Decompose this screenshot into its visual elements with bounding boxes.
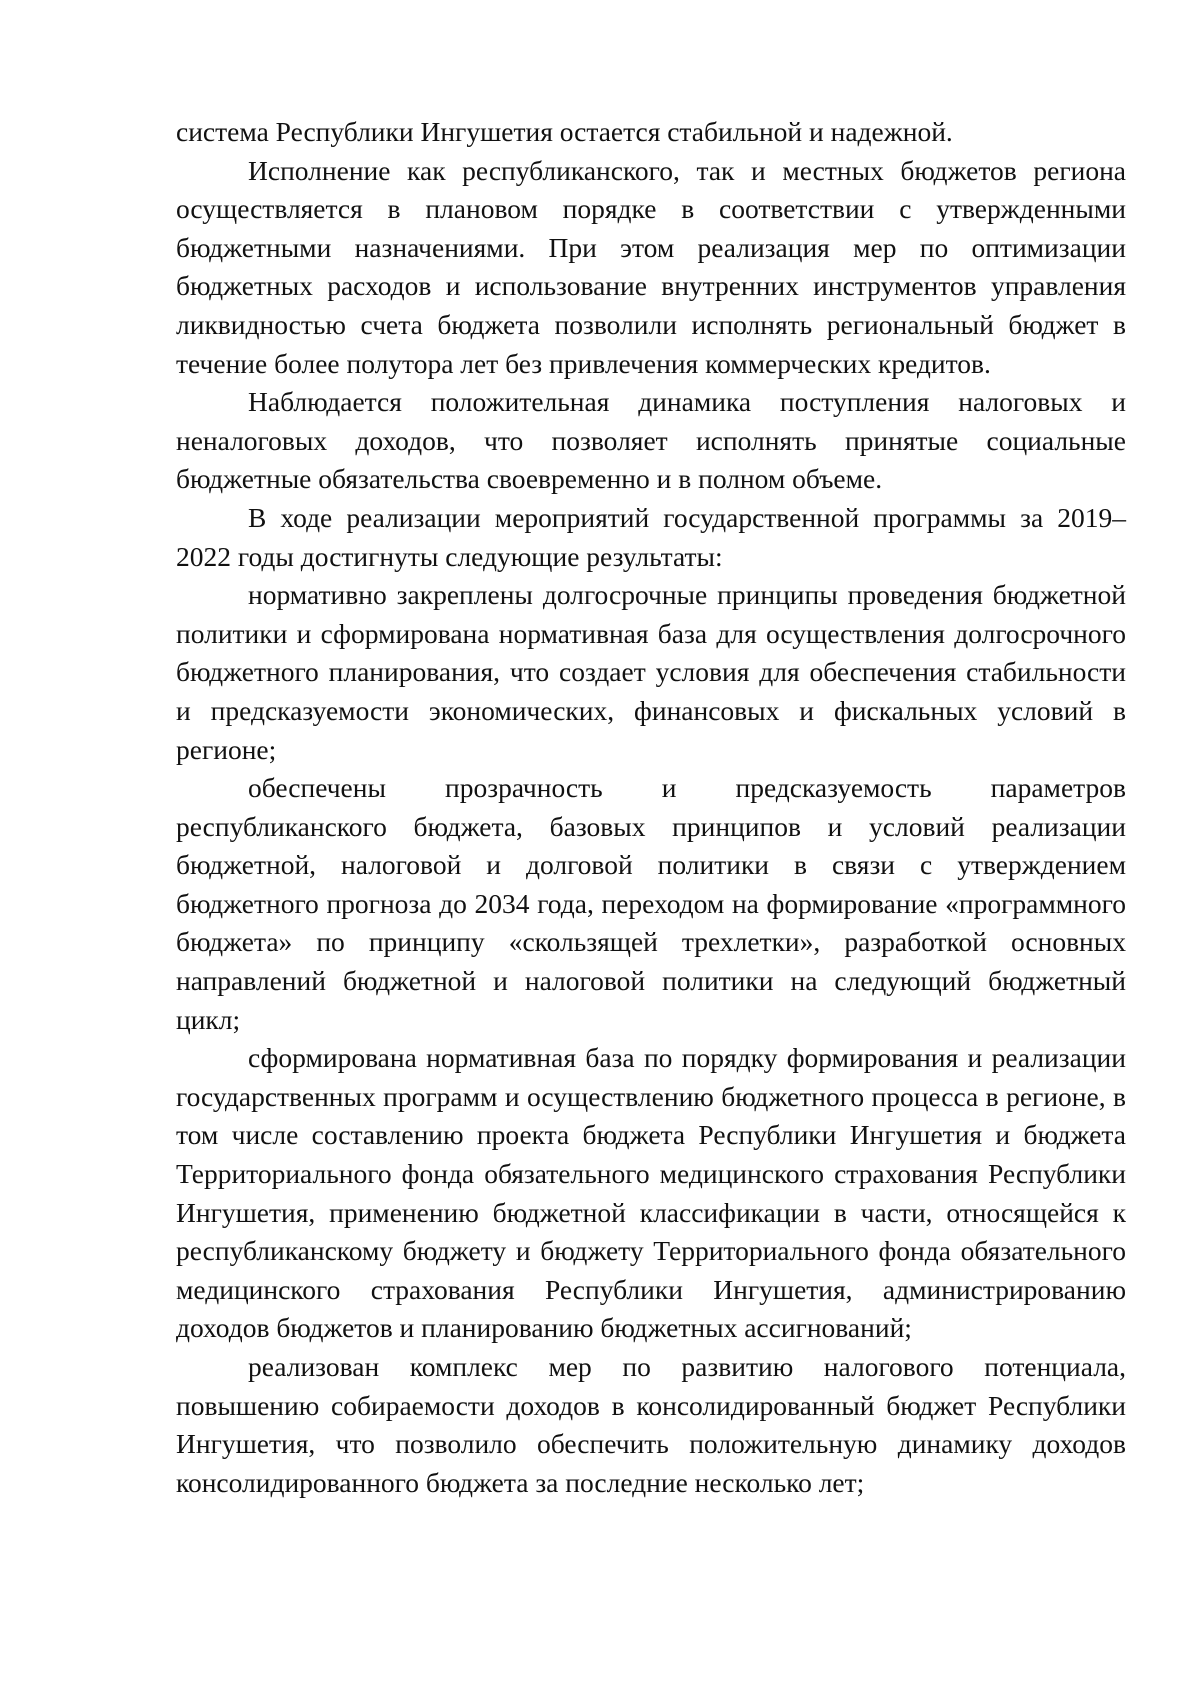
paragraph-program-results-intro: В ходе реализации мероприятий государственной программы за 2019–2022 годы достигнуты следующие результаты: bbox=[176, 501, 1126, 572]
list-item-transparency: обеспечены прозрачность и предсказуемость параметров республиканского бюджета, базовых принципов и условий реализации бюджетной, налоговой и долговой политики в связи с утверждением бюджетного прогноза до 2034 года, переходом на формирование «программного бюджета» по принципу «скользящей трехлетки», разработкой основных направлений бюджетной и налоговой политики на следующий бюджетный цикл; bbox=[176, 772, 1126, 1035]
paragraph-continuation: система Республики Ингушетия остается стабильной и надежной. bbox=[176, 116, 953, 147]
list-item-long-term-principles: нормативно закреплены долгосрочные принципы проведения бюджетной политики и сформирована нормативная база для осуществления долгосрочного бюджетного планирования, что создает условия для обеспечения стабильности и предсказуемости экономических, финансовых и фискальных условий в регионе; bbox=[176, 579, 1126, 765]
paragraph-revenue-dynamics: Наблюдается положительная динамика поступления налоговых и неналоговых доходов, что позволяет исполнять принятые социальные бюджетные обязательства своевременно и в полном объеме. bbox=[176, 386, 1126, 495]
document-page bbox=[176, 113, 1126, 1502]
paragraph-budget-execution: Исполнение как республиканского, так и местных бюджетов региона осуществляется в плановом порядке в соответствии с утвержденными бюджетными назначениями. При этом реализация мер по оптимизации бюджетных расходов и использование внутренних инструментов управления ликвидностью счета бюджета позволили исполнять региональный бюджет в течение более полутора лет без привлечения коммерческих кредитов. bbox=[176, 154, 1126, 379]
list-item-regulatory-base: сформирована нормативная база по порядку формирования и реализации государственных программ и осуществлению бюджетного процесса в регионе, в том числе составлению проекта бюджета Республики Ингушетия и бюджета Территориального фонда обязательного медицинского страхования Республики Ингушетия, применению бюджетной классификации в части, относящейся к республиканскому бюджету и бюджету Территориального фонда обязательного медицинского страхования Республики Ингушетия, администрированию доходов бюджетов и планированию бюджетных ассигнований; bbox=[176, 1042, 1126, 1344]
list-item-tax-potential: реализован комплекс мер по развитию налогового потенциала, повышению собираемости доходов в консолидированный бюджет Республики Ингушетия, что позволило обеспечить положительную динамику доходов консолидированного бюджета за последние несколько лет; bbox=[176, 1351, 1126, 1498]
